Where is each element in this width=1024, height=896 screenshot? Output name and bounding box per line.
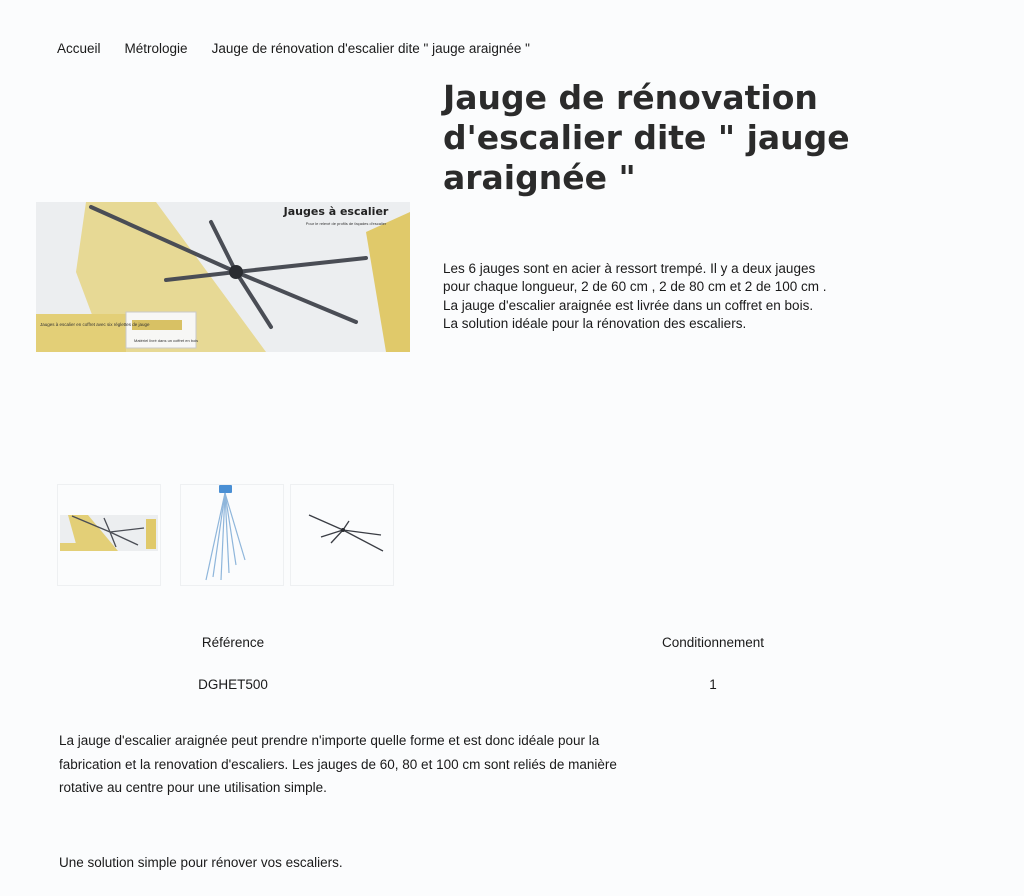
description-line: La solution idéale pour la rénovation des escaliers. bbox=[443, 315, 747, 331]
thumbnail-3[interactable] bbox=[290, 484, 394, 586]
thumbnail-1-image bbox=[58, 485, 160, 585]
image-subheading: Pour le relevé de profils de façades d'escalier bbox=[305, 221, 387, 226]
reference-value: DGHET500 bbox=[198, 677, 268, 692]
spider-hub bbox=[229, 265, 243, 279]
image-caption-left: Jauges à escalier en coffret avec six réglettes de jauge bbox=[40, 322, 150, 327]
long-description bbox=[59, 729, 699, 800]
breadcrumb-category-link[interactable]: Métrologie bbox=[124, 41, 188, 56]
packaging-label: Conditionnement bbox=[661, 635, 765, 650]
description-line: Les 6 jauges sont en acier à ressort trempé. Il y a deux jauges bbox=[443, 261, 816, 276]
description-line: La jauge d'escalier araignée est livrée dans un coffret en bois. bbox=[443, 297, 814, 313]
thumbnail-3-image bbox=[291, 485, 393, 585]
product-main-image[interactable] bbox=[36, 202, 410, 352]
long-description-line: La jauge d'escalier araignée peut prendre n'importe quelle forme et est donc idéale pour la bbox=[59, 733, 600, 748]
image-caption-box: Matériel livré dans un coffret en bois bbox=[134, 338, 199, 343]
caption-yellow-block bbox=[36, 314, 126, 352]
thumbnail-2[interactable] bbox=[180, 484, 284, 586]
breadcrumb-current: Jauge de rénovation d'escalier dite " jauge araignée " bbox=[211, 41, 530, 56]
thumbnail-2-image bbox=[181, 485, 283, 585]
description-line: pour chaque longueur, 2 de 60 cm , 2 de 80 cm et 2 de 100 cm . bbox=[443, 279, 827, 295]
long-description-line: fabrication et la renovation d'escaliers. Les jauges de 60, 80 et 100 cm sont reliés de manière bbox=[59, 756, 617, 772]
breadcrumb-home-link[interactable]: Accueil bbox=[57, 41, 101, 56]
packaging-value: 1 bbox=[709, 677, 717, 692]
main-image-illustration bbox=[36, 202, 410, 352]
thumbnail-1[interactable] bbox=[57, 484, 161, 586]
product-description bbox=[443, 260, 903, 333]
tagline: Une solution simple pour rénover vos escaliers. bbox=[59, 855, 343, 870]
image-heading: Jauges à escalier bbox=[283, 205, 389, 218]
long-description-line: rotative au centre pour une utilisation simple. bbox=[59, 780, 327, 795]
reference-label: Référence bbox=[201, 635, 265, 650]
breadcrumb bbox=[57, 41, 530, 56]
page-title: Jauge de rénovation d'escalier dite " jauge araignée " bbox=[443, 78, 850, 197]
